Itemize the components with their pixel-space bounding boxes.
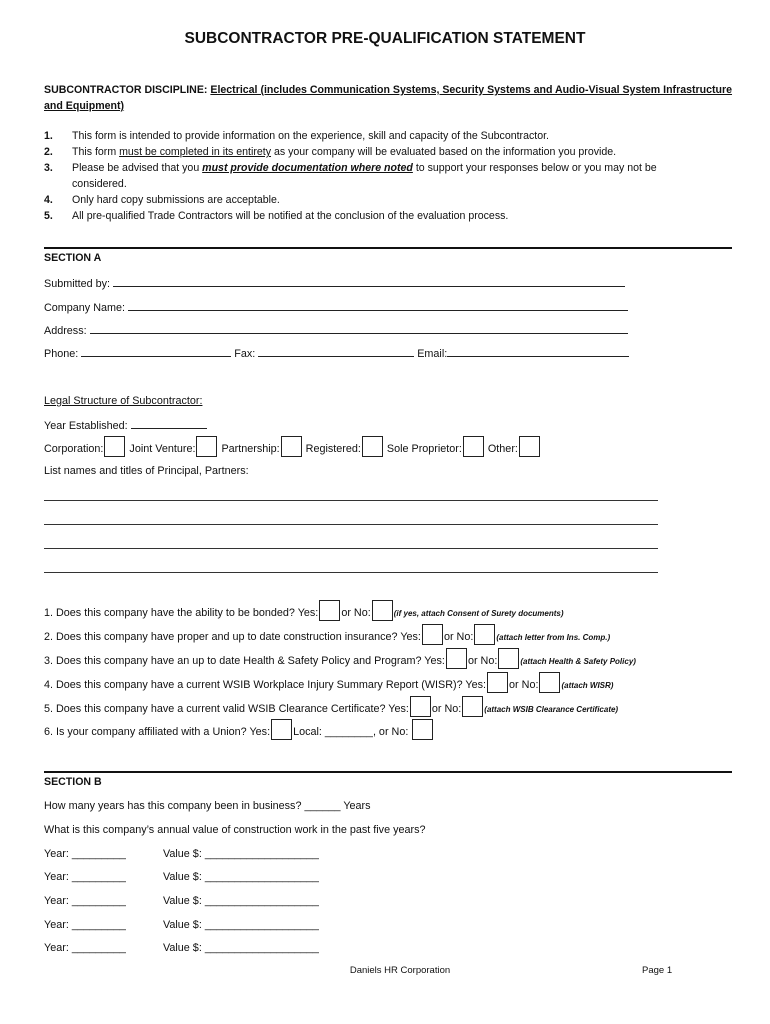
question-2: 2. Does this company have proper and up to date construction insurance? Yes: or No: (attach letter from Ins. Comp.) [44, 624, 610, 645]
submitted-by-blank[interactable] [113, 276, 625, 287]
value-blank[interactable]: ___________________ [204, 848, 319, 860]
q3-yes-checkbox[interactable] [446, 648, 467, 669]
address-field[interactable]: Address: [44, 323, 628, 337]
discipline-label: SUBCONTRACTOR DISCIPLINE: [44, 84, 208, 96]
instruction-item: 5. All pre-qualified Trade Contractors will be notified at the conclusion of the evaluation process. [44, 210, 509, 222]
value-blank[interactable]: ___________________ [204, 942, 319, 954]
other-checkbox[interactable] [519, 436, 540, 457]
value-blank[interactable]: ___________________ [204, 919, 319, 931]
contact-fields: Phone: Fax: Email: [44, 346, 629, 360]
page-title: SUBCONTRACTOR PRE-QUALIFICATION STATEMENT [184, 30, 586, 47]
q5-no-checkbox[interactable] [462, 696, 483, 717]
instruction-item: 3. Please be advised that you must provide documentation where noted to support your responses below or you may not be considered. [44, 162, 657, 190]
value-blank[interactable]: ___________________ [204, 895, 319, 907]
footer-company: Daniels HR Corporation [349, 965, 451, 976]
q6-yes-checkbox[interactable] [271, 719, 292, 740]
company-name-field[interactable]: Company Name: [44, 300, 628, 314]
question-3: 3. Does this company have an up to date Health & Safety Policy and Program? Yes: or No: (attach Health & Safety Policy) [44, 648, 636, 669]
sole-proprietor-checkbox[interactable] [463, 436, 484, 457]
year-blank[interactable]: _________ [71, 942, 126, 954]
year-established-blank[interactable] [131, 418, 207, 429]
year-blank[interactable]: _________ [71, 871, 126, 883]
instruction-item: 1. This form is intended to provide information on the experience, skill and capacity of the Subcontractor. [44, 130, 549, 142]
company-name-blank[interactable] [128, 300, 628, 311]
q1-yes-checkbox[interactable] [319, 600, 340, 621]
q2-yes-checkbox[interactable] [422, 624, 443, 645]
joint-venture-checkbox[interactable] [196, 436, 217, 457]
fax-blank[interactable] [258, 346, 414, 357]
q5-yes-checkbox[interactable] [410, 696, 431, 717]
year-value-row: Year: _________ Value $: ___________________ [44, 895, 319, 907]
phone-blank[interactable] [81, 346, 231, 357]
year-blank[interactable]: _________ [71, 919, 126, 931]
instruction-item: 4. Only hard copy submissions are acceptable. [44, 194, 280, 206]
partnership-checkbox[interactable] [281, 436, 302, 457]
question-4: 4. Does this company have a current WSIB Workplace Injury Summary Report (WISR)? Yes: or No: (attach WISR) [44, 672, 613, 693]
principals-line[interactable] [44, 548, 658, 549]
section-a-rule [44, 247, 732, 249]
question-5: 5. Does this company have a current valid WSIB Clearance Certificate? Yes: or No: (attach WSIB Clearance Certificate) [44, 696, 618, 717]
year-blank[interactable]: _________ [71, 895, 126, 907]
question-1: 1. Does this company have the ability to be bonded? Yes: or No: (if yes, attach Consent of Surety documents) [44, 600, 564, 621]
discipline-statement [44, 82, 734, 114]
submitted-by-field[interactable]: Submitted by: [44, 276, 625, 290]
year-value-row: Year: _________ Value $: ___________________ [44, 848, 319, 860]
q1-no-checkbox[interactable] [372, 600, 393, 621]
principals-line[interactable] [44, 572, 658, 573]
q6-no-checkbox[interactable] [412, 719, 433, 740]
footer-page-number: Page 1 [642, 965, 673, 976]
q2-no-checkbox[interactable] [474, 624, 495, 645]
structure-options: Corporation: Joint Venture: Partnership: Registered: Sole Proprietor: Other: [44, 436, 541, 457]
corporation-checkbox[interactable] [104, 436, 125, 457]
local-blank[interactable]: ________ [324, 726, 373, 738]
address-blank[interactable] [90, 323, 628, 334]
legal-structure-heading: Legal Structure of Subcontractor: [44, 395, 203, 407]
year-value-row: Year: _________ Value $: ___________________ [44, 942, 319, 954]
annual-value-question: What is this company’s annual value of construction work in the past five years? [44, 824, 426, 836]
value-blank[interactable]: ___________________ [204, 871, 319, 883]
years-in-business: How many years has this company been in business? ______ Years [44, 800, 371, 812]
q4-yes-checkbox[interactable] [487, 672, 508, 693]
instruction-item: 2. This form must be completed in its entirety as your company will be evaluated based on the information you provide. [44, 146, 617, 158]
principals-label: List names and titles of Principal, Partners: [44, 465, 249, 477]
section-b-rule [44, 771, 732, 773]
q3-no-checkbox[interactable] [498, 648, 519, 669]
year-value-row: Year: _________ Value $: ___________________ [44, 919, 319, 931]
email-blank[interactable] [447, 346, 629, 357]
question-6: 6. Is your company affiliated with a Union? Yes: Local: ________, or No: [44, 719, 434, 740]
discipline-value: Electrical (includes Communication Systems, Security Systems and Audio-Visual System Infrastructure and Equipment) [44, 84, 733, 112]
section-b-heading: SECTION B [44, 776, 102, 788]
years-blank[interactable]: ______ [304, 800, 341, 812]
q4-no-checkbox[interactable] [539, 672, 560, 693]
principals-line[interactable] [44, 500, 658, 501]
year-blank[interactable]: _________ [71, 848, 126, 860]
year-established-field[interactable]: Year Established: [44, 418, 207, 432]
principals-line[interactable] [44, 524, 658, 525]
year-value-row: Year: _________ Value $: ___________________ [44, 871, 319, 883]
section-a-heading: SECTION A [44, 252, 102, 264]
instructions-list [44, 128, 734, 224]
registered-checkbox[interactable] [362, 436, 383, 457]
